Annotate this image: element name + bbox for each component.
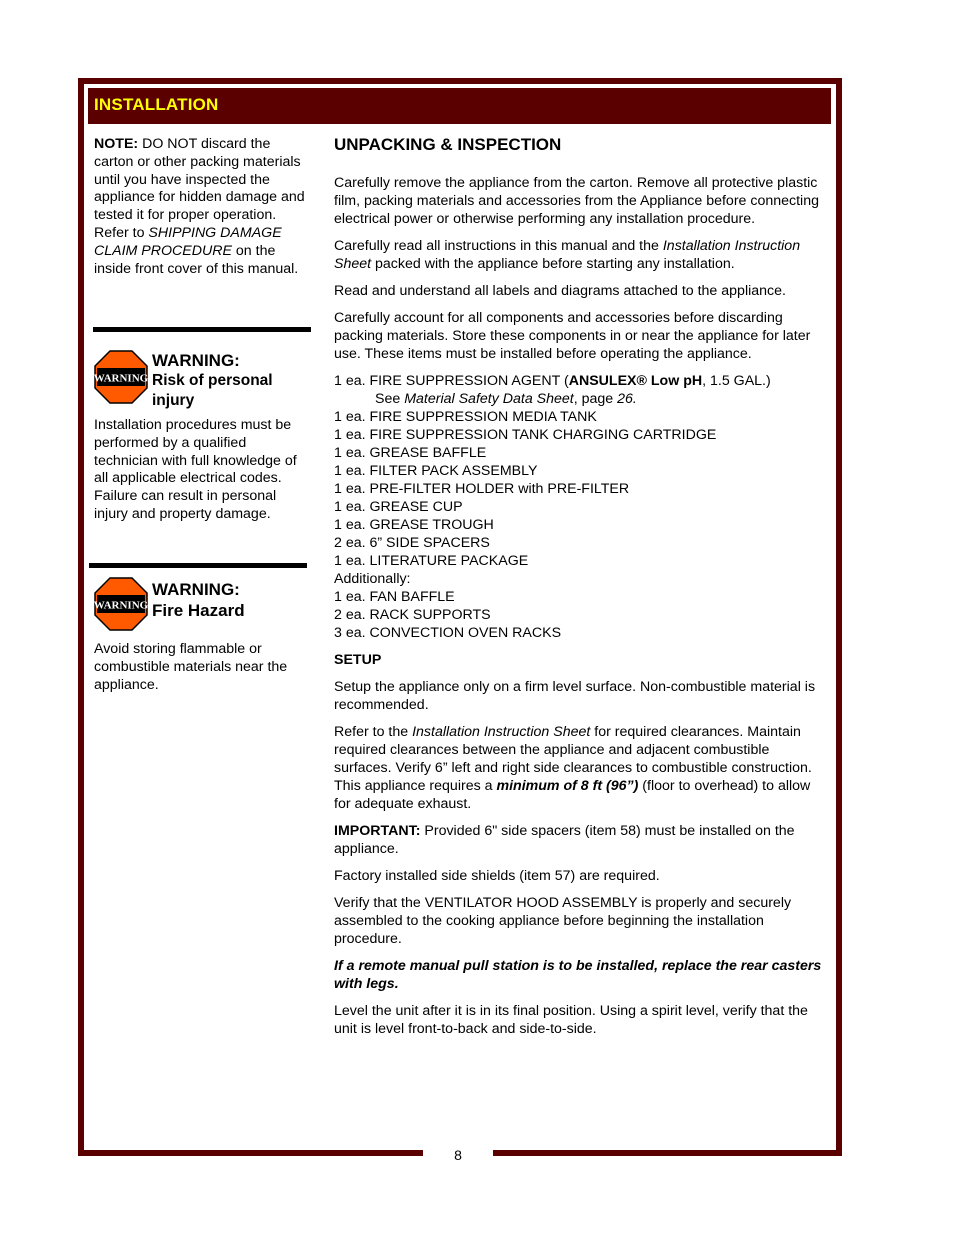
warning-subheading: Risk of personal injury bbox=[152, 372, 273, 409]
list-item: 3 ea. CONVECTION OVEN RACKS bbox=[334, 625, 562, 641]
list-item: 2 ea. 6” SIDE SPACERS bbox=[334, 535, 490, 551]
list-item: Additionally: bbox=[334, 571, 411, 587]
paragraph-setup-surface: Setup the appliance only on a firm level surface. Non-combustible material is recommended. bbox=[334, 679, 816, 713]
paragraph-unpack: Carefully remove the appliance from the carton. Remove all protective plastic film, packing materials and accessories from the Appliance before connecting electrical power or otherwise performing any installation procedure. bbox=[334, 175, 819, 227]
section-header-bar bbox=[88, 88, 831, 124]
setup-heading: SETUP bbox=[334, 652, 382, 668]
note-refer-pre: Refer to bbox=[94, 224, 149, 241]
component-list bbox=[334, 372, 828, 642]
note-label: NOTE: bbox=[94, 136, 139, 152]
paragraph-level-unit: Level the unit after it is in its final position. Using a spirit level, verify that the unit is level front-to-back and side-to-side. bbox=[334, 1003, 808, 1037]
page-number: 8 bbox=[423, 1146, 493, 1164]
paragraph-clearances: Refer to the Installation Instruction Sheet for required clearances. Maintain required clearances between the appliance and adjacent combustible surfaces. Verify 6” left and right side clearances to combustible construction. This appliance requires a minimum of 8 ft (96”) (floor to overhead) to allow for adequate exhaust. bbox=[334, 724, 812, 812]
paragraph-labels: Read and understand all labels and diagrams attached to the appliance. bbox=[334, 283, 786, 299]
section-title: INSTALLATION bbox=[94, 95, 219, 114]
list-item: 1 ea. GREASE TROUGH bbox=[334, 517, 494, 533]
warning-heading: WARNING: bbox=[152, 580, 240, 599]
paragraph-read-instructions: Carefully read all instructions in this manual and the Installation Instruction Sheet packed with the appliance before starting any installation. bbox=[334, 238, 801, 272]
warning-octagon-icon bbox=[94, 577, 148, 631]
paragraph-hood-assembly: Verify that the VENTILATOR HOOD ASSEMBLY is properly and securely assembled to the cooking appliance before beginning the installation procedure. bbox=[334, 895, 792, 947]
warning-fire bbox=[94, 577, 308, 694]
list-item: 1 ea. LITERATURE PACKAGE bbox=[334, 553, 529, 569]
warning-injury bbox=[94, 350, 308, 524]
warning-octagon-icon bbox=[94, 350, 148, 404]
paragraph-account: Carefully account for all components and accessories before discarding packing materials. Store these components in or near the appliance for later use. These items must be installed before operating the appliance. bbox=[334, 310, 811, 362]
main-title: UNPACKING & INSPECTION bbox=[334, 135, 562, 154]
warning-subheading: Fire Hazard bbox=[152, 601, 245, 620]
list-item: 1 ea. FILTER PACK ASSEMBLY bbox=[334, 463, 538, 479]
note-body: DO NOT discard the carton or other packing materials until you have inspected the appliance for hidden damage and tested it for proper operation. bbox=[94, 136, 305, 224]
warning-heading: WARNING: bbox=[152, 351, 240, 370]
divider-2 bbox=[89, 563, 307, 568]
list-item: 1 ea. FIRE SUPPRESSION AGENT (ANSULEX® Low pH, 1.5 GAL.) bbox=[334, 373, 771, 389]
divider-1 bbox=[93, 327, 311, 332]
list-item: 1 ea. FIRE SUPPRESSION MEDIA TANK bbox=[334, 409, 597, 425]
list-item: 1 ea. FAN BAFFLE bbox=[334, 589, 455, 605]
note-block bbox=[94, 136, 308, 278]
warning-text: Installation procedures must be performed by a qualified technician with full knowledge of all applicable electrical codes. Failure can result in personal injury and property damage. bbox=[94, 417, 297, 522]
list-item-note: See Material Safety Data Sheet, page 26. bbox=[375, 391, 637, 407]
list-item: 1 ea. PRE-FILTER HOLDER with PRE-FILTER bbox=[334, 481, 630, 497]
list-item: 1 ea. FIRE SUPPRESSION TANK CHARGING CARTRIDGE bbox=[334, 427, 717, 443]
warning-text: Avoid storing flammable or combustible materials near the appliance. bbox=[94, 641, 288, 693]
list-item: 1 ea. GREASE CUP bbox=[334, 499, 463, 515]
paragraph-side-shields: Factory installed side shields (item 57) are required. bbox=[334, 868, 660, 884]
note-text bbox=[94, 136, 308, 278]
list-item: 1 ea. GREASE BAFFLE bbox=[334, 445, 487, 461]
paragraph-pull-station: If a remote manual pull station is to be installed, replace the rear casters with legs. bbox=[334, 958, 822, 992]
svg-text:WARNING: WARNING bbox=[94, 599, 148, 612]
list-item: 2 ea. RACK SUPPORTS bbox=[334, 607, 491, 623]
main-column bbox=[334, 134, 828, 1047]
svg-text:WARNING: WARNING bbox=[94, 372, 148, 385]
note-refer-link: SHIPPING DAMAGE CLAIM PROCEDURE bbox=[94, 224, 282, 259]
paragraph-important: IMPORTANT: Provided 6" side spacers (item 58) must be installed on the appliance. bbox=[334, 823, 795, 857]
note-refer-post: on the inside front cover of this manual. bbox=[94, 242, 299, 277]
